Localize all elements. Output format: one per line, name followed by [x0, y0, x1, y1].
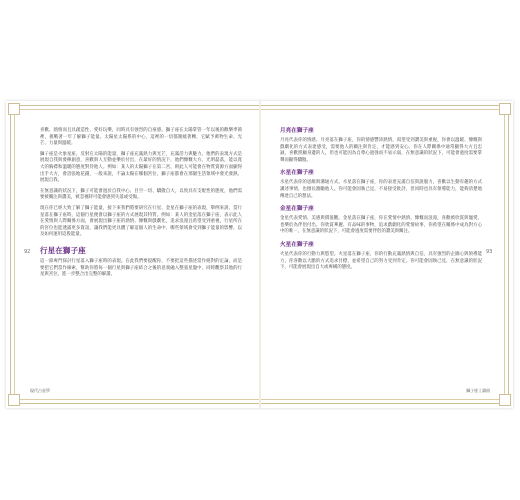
body-paragraph: 月亮代表你的情感、月亮落在獅子座，你的情感豐沛熱情，渴望受到讚美與重視，你會以溫暖、慷慨與戲劇化的方式表達感受，需要他人的關注與肯定，才能感到安心。你在人際關係中通常顯得大方且忠誠，喜歡照顧身邊的人，但也可能因為自尊心過強而不易示弱，在無意識的狀況下，可能會過度需要掌聲而顯得驕傲。 — [280, 138, 482, 163]
body-paragraph: 金星代表愛情、美感與價值觀。金星落在獅子座，你在愛情中熱情、慷慨而浪漫，喜歡被欣賞與寵愛，也樂於為伴侶付出。你欣賞華麗、有品味的事物，追求戲劇化的愛情故事，你希望在關係中成為對方心中的唯一，在無意識的狀況下，可能會過度需要伴侶的讚美與關注。 — [280, 216, 482, 235]
book-gutter — [259, 101, 261, 408]
body-paragraph: 這一節專門探討行星落入獅子座時的表現。在此我們要提醒你，不要把這些描述當作絕對的定論，而是要把它們當作線索，幫助你將每一個行星與獅子座結合之後的意義融入整張星盤中，同時觀察其他的行星與宮位，進一步整合出完整的解讀。 — [40, 258, 242, 278]
body-paragraph: 現在你已經大致了解了獅子能量，接下來我們將要研究在行星、金星在獅子座的表現，舉例來說，當行星落在獅子座時，這個行星便會以獅子座的方式展現其特質。例如：某人的金星落在獅子座，表示此人在愛情與人際關係方面，會展現出獅子座的熱情、慷慨與戲劇化，追求浪漫且希望受到重視，行星所在的宮位也能透露更多資訊，讓我們能更具體了解這個人的生命中，哪些領域會受到獅子能量的影響，以及如何運用這股能量。 — [40, 205, 242, 238]
body-paragraph: 火星代表你的行動力與慾望。火星落在獅子座，你的行動充滿熱情與自信，具有強烈的企圖心與領導能力，你喜歡以大膽的方式追求目標，並希望自己的努力受到肯定。你可能會固執己見，在無意識的狀況下，可能會展現出自大或專橫的態度。 — [280, 251, 482, 271]
corner-ornament — [8, 103, 20, 115]
subsection-heading: 水星在獅子座 — [280, 170, 314, 177]
subsection-heading: 金星在獅子座 — [280, 206, 314, 213]
corner-ornament — [8, 394, 20, 406]
corner-ornament — [499, 394, 511, 406]
section-heading: 行星在獅子座 — [40, 245, 86, 255]
right-page-column — [280, 122, 482, 276]
page-number-right: 93 — [486, 249, 493, 255]
footer-chapter-title: 獅子座 | 讀冊 — [466, 388, 490, 393]
subsection-heading: 月亮在獅子座 — [280, 128, 314, 134]
footer-book-title: 現代占星學 — [30, 388, 50, 393]
left-page-column — [40, 128, 242, 283]
subsection-heading: 火星在獅子座 — [280, 241, 314, 248]
body-paragraph: 喜歡、熱情而且具創造性、愛好玩樂，同時具有強烈的自豪感。獅子座在太陽掌管一年以後的歡樂季節裡，挑戰著一年了解獅子能量。太陽星太陽系的中心，這裡的一切都圍繞著轉，它賦予萬物生命、光芒、力量與溫暖。 — [40, 128, 242, 147]
body-paragraph: 獅子座是火象星座，反射在太陽的能量，獅子座充滿熱力與光芒，充滿活力與魅力。他們的表現方式是展現自我與發揮創意，喜歡與人互動並樂於付出，在最好的情況下，他們慷慨大方、光明磊落，能以寬大的胸襟和溫暖的態度對待他人。例如：某人的太陽獅子在第二宮，則此人可能會在物質資源方面顯得出手大方，會誇張地花錢，一般來說，不論太陽在哪個宮位，獅子座都會在那個生活領域中發光發熱、展現自我。 — [40, 151, 242, 184]
page-number-left: 92 — [24, 249, 31, 255]
corner-ornament — [499, 103, 511, 115]
body-paragraph: 在無意識的狀況下，獅子可能會過於自我中心、目空一切、驕傲自大，以致具有支配性的態度，他們需要被關注與讚美，被忽視時可能會感到失落或受傷。 — [40, 188, 242, 201]
body-paragraph: 水星代表你的思維與溝通方式。水星落在獅子座，你的表達充滿自信與說服力，喜歡以生動有趣的方式講述事情，也擅長激勵他人。你可能會固執己見，不易接受批評，但同時也具有領導能力，能夠清楚地傳達自己的想法。 — [280, 180, 482, 199]
